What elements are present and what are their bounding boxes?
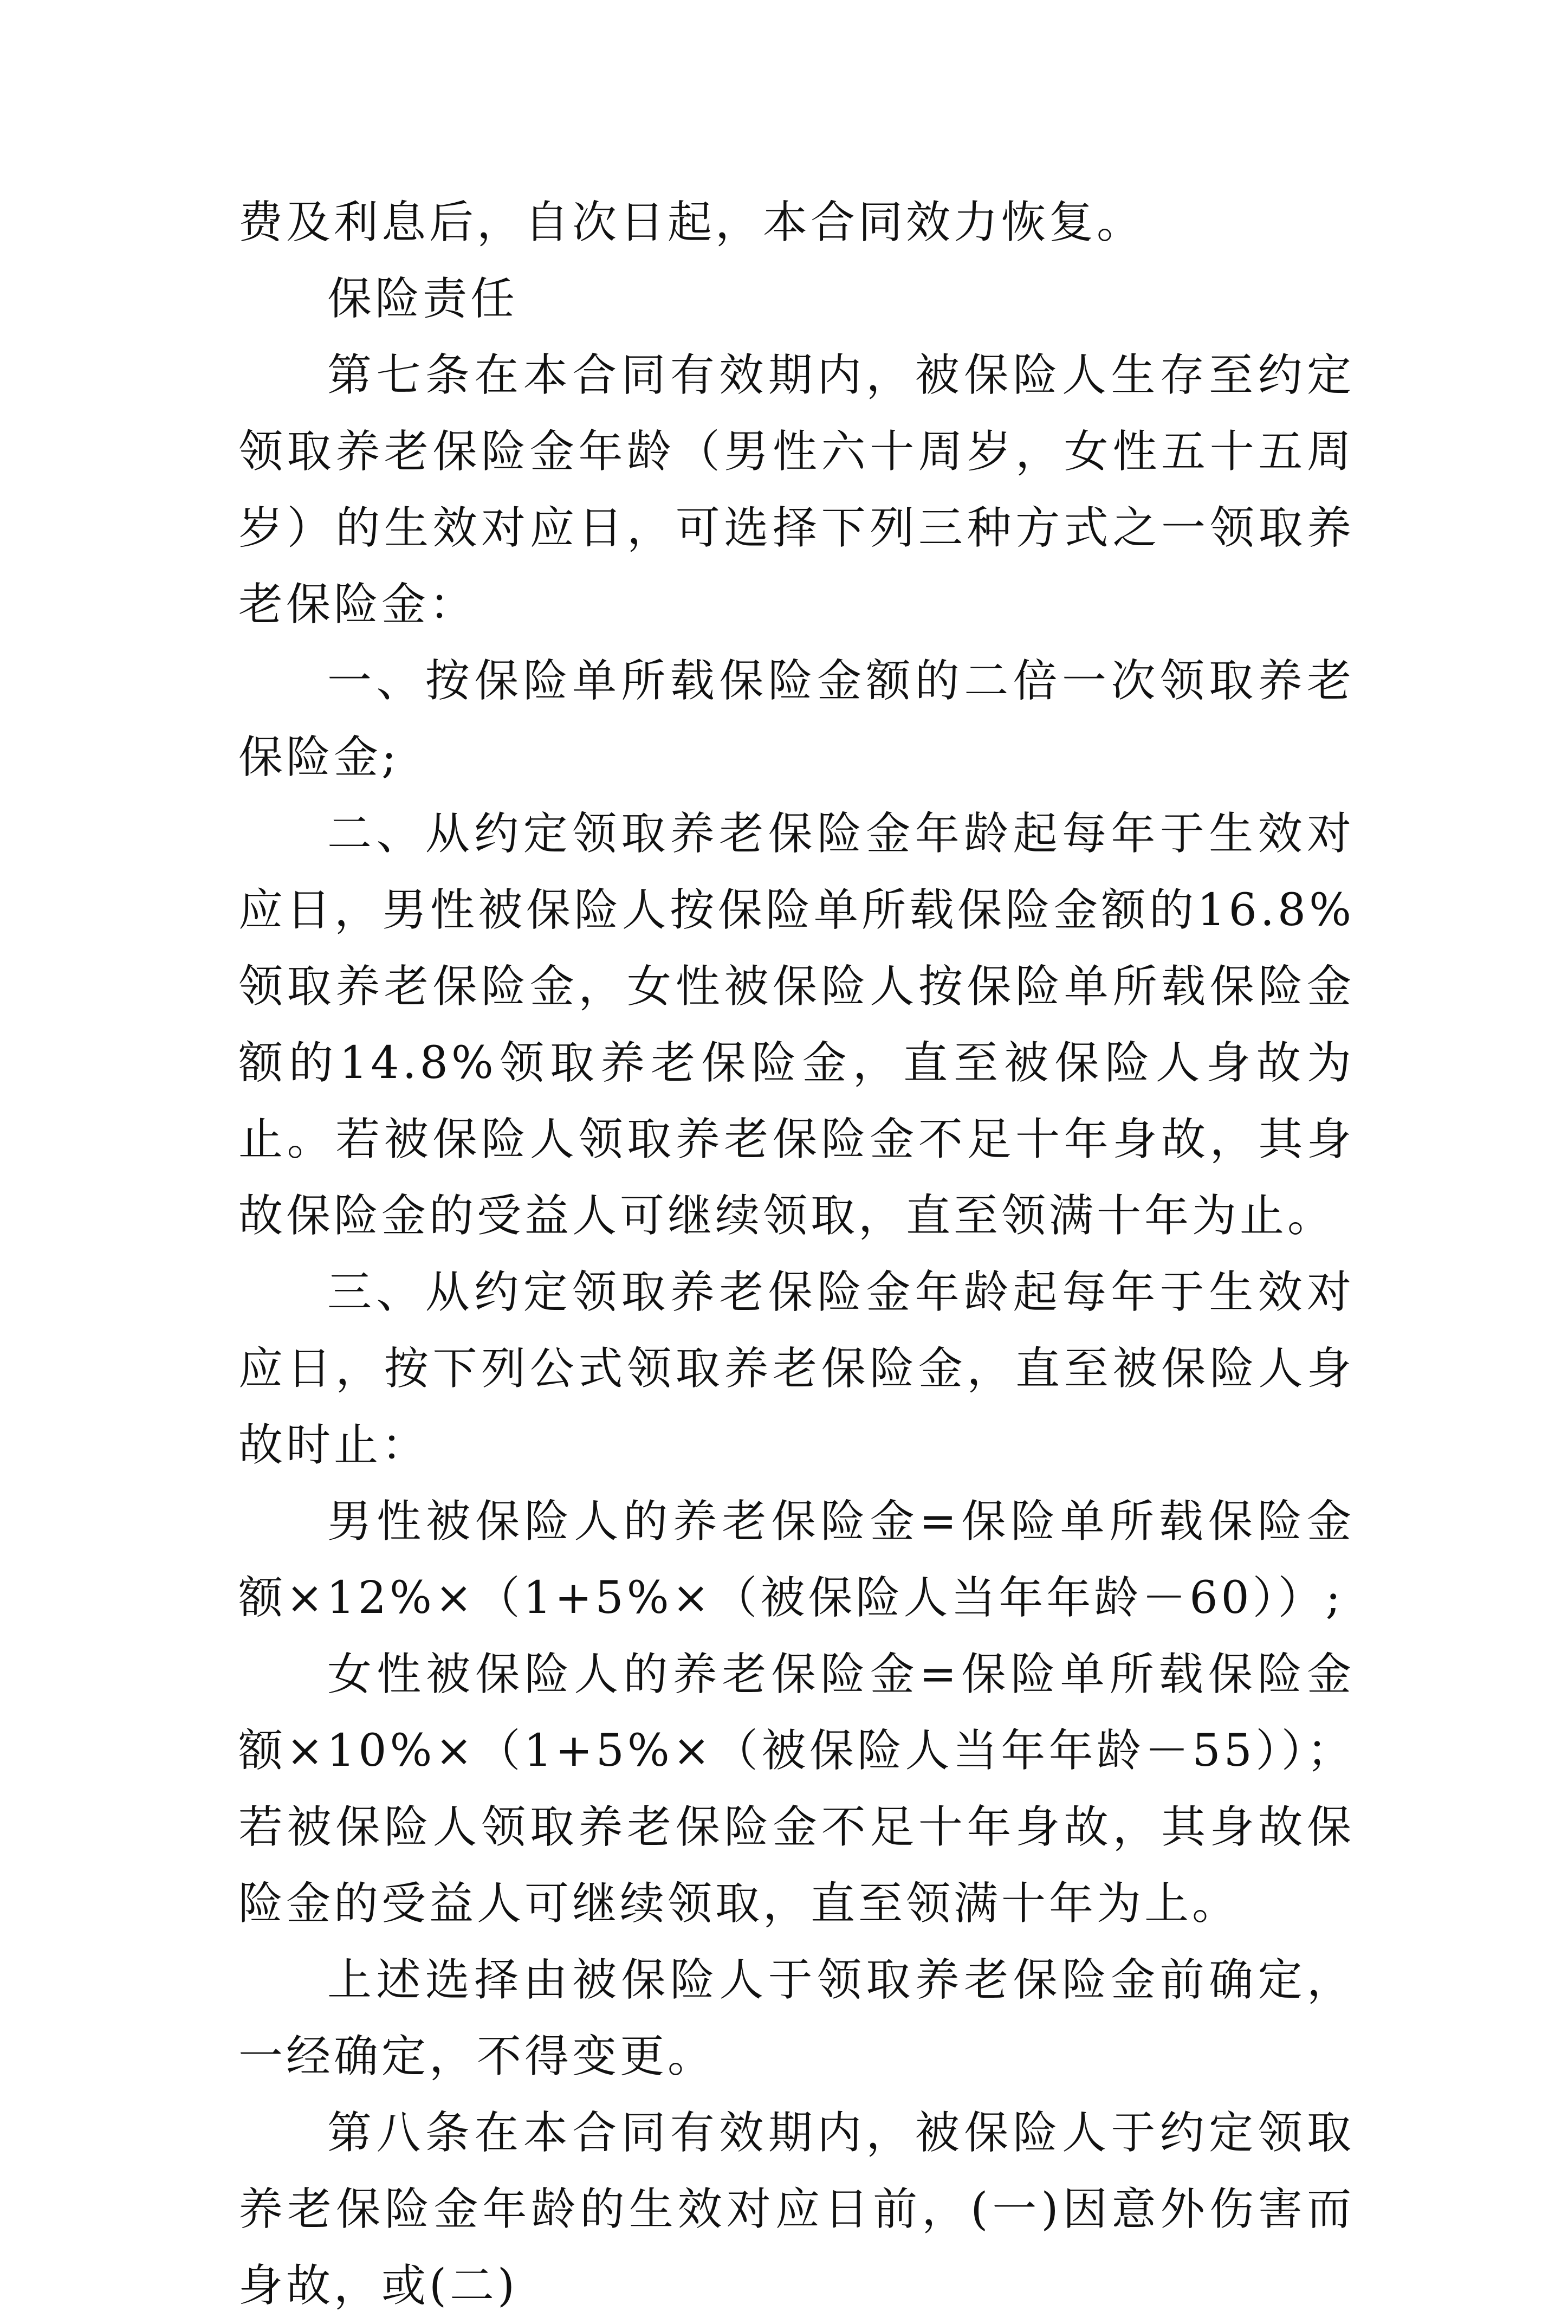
section-heading-insurance-liability: 保险责任 xyxy=(327,273,519,325)
paragraph-option-2: 二、从约定领取养老保险金年龄起每年于生效对应日，男性被保险人按保险单所载保险金额的16.8%领取养老保险金，女性被保险人按保险单所载保险金额的14.8%领取养老保险金，直至被保险人身故为止。若被保险人领取养老保险金不足十年身故，其身故保险金的受益人可继续领取，直至领满十年为止。 xyxy=(238,808,1355,1242)
paragraph-article-8: 第八条在本合同有效期内，被保险人于约定领取养老保险金年龄的生效对应日前，(一)因意外伤害而身故，或(二) xyxy=(238,2107,1355,2312)
paragraph-male-formula: 男性被保险人的养老保险金=保险单所载保险金额×12%×（1+5%×（被保险人当年年龄－60））; xyxy=(238,1496,1355,1624)
document-body xyxy=(238,184,1355,2324)
paragraph-option-1: 一、按保险单所载保险金额的二倍一次领取养老保险金; xyxy=(238,655,1355,783)
paragraph-selection-rule: 上述选择由被保险人于领取养老保险金前确定，一经确定，不得变更。 xyxy=(238,1954,1355,2082)
paragraph-article-7: 第七条在本合同有效期内，被保险人生存至约定领取养老保险金年龄（男性六十周岁，女性五十五周岁）的生效对应日，可选择下列三种方式之一领取养老保险金： xyxy=(238,350,1355,630)
paragraph-reinstatement: 费及利息后，自次日起，本合同效力恢复。 xyxy=(238,197,1145,248)
paragraph-female-formula: 女性被保险人的养老保险金=保险单所载保险金额×10%×（1+5%×（被保险人当年年龄－55））；若被保险人领取养老保险金不足十年身故，其身故保险金的受益人可继续领取，直至领满十年为上。 xyxy=(238,1649,1355,1929)
paragraph-option-3: 三、从约定领取养老保险金年龄起每年于生效对应日，按下列公式领取养老保险金，直至被保险人身故时止： xyxy=(238,1267,1355,1471)
